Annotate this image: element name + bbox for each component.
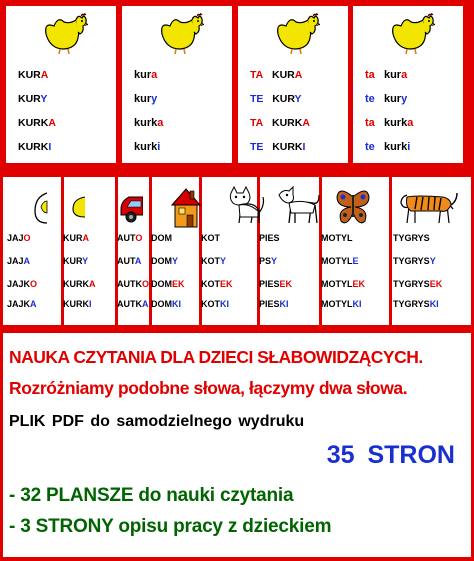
word-line [365, 68, 413, 92]
word-line [134, 68, 163, 92]
word-line [63, 233, 89, 243]
word-suffix: A [23, 256, 31, 266]
car-partial-icon [117, 183, 143, 231]
word-line [134, 140, 163, 164]
word-stem: TYGRYS [393, 299, 430, 309]
word-stem: kurk [134, 141, 158, 153]
pdf-line: PLIK PDF do samodzielnego wydruku [9, 413, 305, 430]
word-suffix: KI [352, 299, 362, 309]
word-list [365, 68, 413, 164]
word-stem: AUT [117, 256, 135, 266]
card-kura-upper [6, 6, 116, 163]
word-stem: JAJK [7, 299, 31, 309]
word-line [7, 233, 31, 243]
word-suffix: O [23, 233, 31, 243]
word-line [259, 233, 280, 243]
word-stem: KOT [201, 299, 220, 309]
word-line [250, 68, 310, 92]
word-line [250, 92, 310, 116]
word-suffix: A [48, 117, 56, 129]
card-ta-kura-upper [238, 6, 348, 163]
word-suffix: KI [220, 299, 229, 309]
word-column [117, 177, 151, 325]
word-prefix: TA [250, 117, 264, 129]
word-stem: kur [134, 69, 152, 81]
word-stem: KUR [63, 256, 83, 266]
word-stem: JAJ [7, 233, 24, 243]
word-stem: AUTK [117, 299, 142, 309]
hen-icon [40, 12, 88, 54]
word-line [117, 299, 149, 309]
word-suffix: EK [172, 279, 185, 289]
word-line [63, 299, 92, 309]
word-suffix: Y [220, 256, 227, 266]
word-stem: AUTK [117, 279, 142, 289]
word-stem: JAJK [7, 279, 31, 289]
word-column [7, 177, 61, 325]
word-suffix: A [294, 69, 303, 81]
word-suffix: A [82, 233, 89, 243]
word-suffix: A [302, 117, 310, 129]
word-stem: DOM [151, 299, 172, 309]
word-line [134, 116, 163, 140]
word-column [393, 177, 469, 325]
word-suffix: A [89, 279, 96, 289]
word-suffix: A [30, 299, 37, 309]
word-column [151, 177, 201, 325]
word-suffix: I [48, 141, 52, 153]
word-suffix: EK [352, 279, 366, 289]
word-prefix: ta [365, 69, 375, 81]
egg-partial-icon [29, 183, 49, 231]
word-line [250, 116, 310, 140]
word-column [259, 177, 319, 325]
word-line [7, 279, 37, 289]
word-list [134, 68, 163, 164]
word-line [201, 233, 220, 243]
word-prefix: TE [250, 141, 264, 153]
word-stem: PS [259, 256, 272, 266]
word-line [365, 116, 413, 140]
butterfly-icon [333, 183, 373, 231]
word-stem: KURK [272, 141, 303, 153]
word-line [18, 116, 56, 140]
word-line [201, 279, 233, 289]
word-stem: KURK [63, 279, 89, 289]
word-stem: DOM [151, 233, 172, 243]
word-stem: TYGRYS [393, 233, 430, 243]
picture-word-strip [3, 177, 471, 325]
word-line [321, 256, 359, 266]
word-line [321, 299, 362, 309]
chick-partial-icon [65, 183, 85, 231]
word-stem: KUR [271, 69, 295, 81]
word-line [151, 279, 185, 289]
word-line [134, 92, 163, 116]
word-column [321, 177, 391, 325]
word-prefix: te [365, 141, 375, 153]
word-line [117, 279, 149, 289]
word-suffix: KI [172, 299, 181, 309]
word-stem: KUR [63, 233, 83, 243]
word-stem: PIES [259, 299, 280, 309]
word-suffix: O [30, 279, 38, 289]
word-stem: KOT [201, 233, 220, 243]
word-stem: KUR [272, 93, 295, 105]
word-stem: KUR [18, 93, 41, 105]
bullet-description: - 3 STRONY opisu pracy z dzieckiem [9, 516, 332, 537]
word-stem: PIES [259, 279, 280, 289]
house-icon [171, 183, 201, 231]
word-stem: KURK [18, 117, 49, 129]
word-suffix: Y [172, 256, 179, 266]
word-line [393, 299, 439, 309]
word-suffix: A [40, 69, 49, 81]
word-suffix: KI [279, 299, 289, 309]
dog-icon [275, 183, 323, 231]
word-stem: kur [134, 93, 152, 105]
word-stem: kurk [383, 141, 408, 153]
word-line [7, 256, 30, 266]
word-line [151, 256, 178, 266]
word-line [365, 92, 413, 116]
word-stem: kur [383, 93, 402, 105]
word-suffix: E [352, 256, 359, 266]
card-kura-lower [122, 6, 232, 163]
description-panel [3, 333, 471, 557]
hen-icon [387, 12, 435, 54]
word-stem: kur [383, 69, 402, 81]
word-column [201, 177, 257, 325]
word-line [18, 140, 56, 164]
word-line [321, 233, 353, 243]
word-prefix: TE [250, 93, 264, 105]
word-stem: KUR [18, 69, 41, 81]
word-line [18, 92, 56, 116]
word-suffix: a [407, 117, 414, 129]
word-line [250, 140, 310, 164]
word-suffix: i [157, 141, 161, 153]
word-stem: KOT [201, 279, 220, 289]
word-suffix: A [134, 256, 142, 266]
word-suffix: EK [279, 279, 293, 289]
word-stem: MOTYL [321, 233, 353, 243]
headline: NAUKA CZYTANIA DLA DZIECI SŁABOWIDZĄCYCH. [9, 347, 423, 367]
word-line [201, 299, 229, 309]
bullet-boards: - 32 PLANSZE do nauki czytania [9, 485, 294, 506]
page-count: 35 STRON [326, 441, 455, 469]
word-column [63, 177, 115, 325]
word-stem: TYGRYS [393, 256, 430, 266]
word-stem: JAJ [7, 256, 24, 266]
word-line [151, 233, 172, 243]
word-line [365, 140, 413, 164]
word-list [18, 68, 56, 164]
word-suffix: i [407, 141, 411, 153]
word-suffix: I [89, 299, 92, 309]
word-suffix: O [135, 233, 143, 243]
word-line [117, 233, 142, 243]
word-suffix: KI [429, 299, 439, 309]
word-stem: KURK [271, 117, 303, 129]
word-stem: DOM [151, 256, 172, 266]
word-line [393, 256, 436, 266]
word-suffix: a [157, 117, 164, 129]
tiger-icon [397, 183, 459, 231]
word-suffix: I [302, 141, 306, 153]
word-line [117, 256, 141, 266]
subheadline: Rozróżniamy podobne słowa, łączymy dwa słowa. [9, 378, 408, 398]
word-stem: KURK [18, 141, 49, 153]
word-stem: DOM [151, 279, 172, 289]
word-stem: MOTYL [321, 279, 353, 289]
word-stem: kurk [134, 117, 158, 129]
word-line [259, 279, 292, 289]
word-line [259, 299, 289, 309]
hen-icon [272, 12, 320, 54]
word-stem: PIES [259, 233, 280, 243]
word-suffix: Y [82, 256, 89, 266]
hen-icon [156, 12, 204, 54]
word-line [18, 68, 56, 92]
word-line [7, 299, 37, 309]
word-list [250, 68, 310, 164]
word-suffix: Y [294, 93, 302, 105]
word-stem: AUT [117, 233, 136, 243]
word-stem: kurk [383, 117, 408, 129]
word-suffix: A [142, 299, 149, 309]
word-suffix: Y [271, 256, 278, 266]
word-suffix: EK [220, 279, 233, 289]
word-line [63, 256, 88, 266]
word-stem: MOTYL [321, 299, 353, 309]
word-stem: TYGRYS [393, 279, 430, 289]
word-line [259, 256, 277, 266]
word-suffix: y [151, 93, 158, 105]
word-suffix: EK [429, 279, 443, 289]
word-line [151, 299, 181, 309]
word-line [63, 279, 96, 289]
word-suffix: a [401, 69, 408, 81]
word-stem: KOT [201, 256, 220, 266]
word-prefix: ta [365, 117, 375, 129]
word-line [201, 256, 226, 266]
word-stem: MOTYL [321, 256, 353, 266]
word-prefix: te [365, 93, 375, 105]
word-stem: KURK [63, 299, 89, 309]
word-suffix: Y [40, 93, 48, 105]
word-line [321, 279, 365, 289]
word-line [393, 233, 430, 243]
word-suffix: Y [429, 256, 436, 266]
word-suffix: O [142, 279, 150, 289]
word-line [393, 279, 442, 289]
word-prefix: TA [250, 69, 264, 81]
card-ta-kura-lower [353, 6, 463, 163]
word-suffix: y [401, 93, 408, 105]
word-suffix: a [151, 69, 158, 81]
